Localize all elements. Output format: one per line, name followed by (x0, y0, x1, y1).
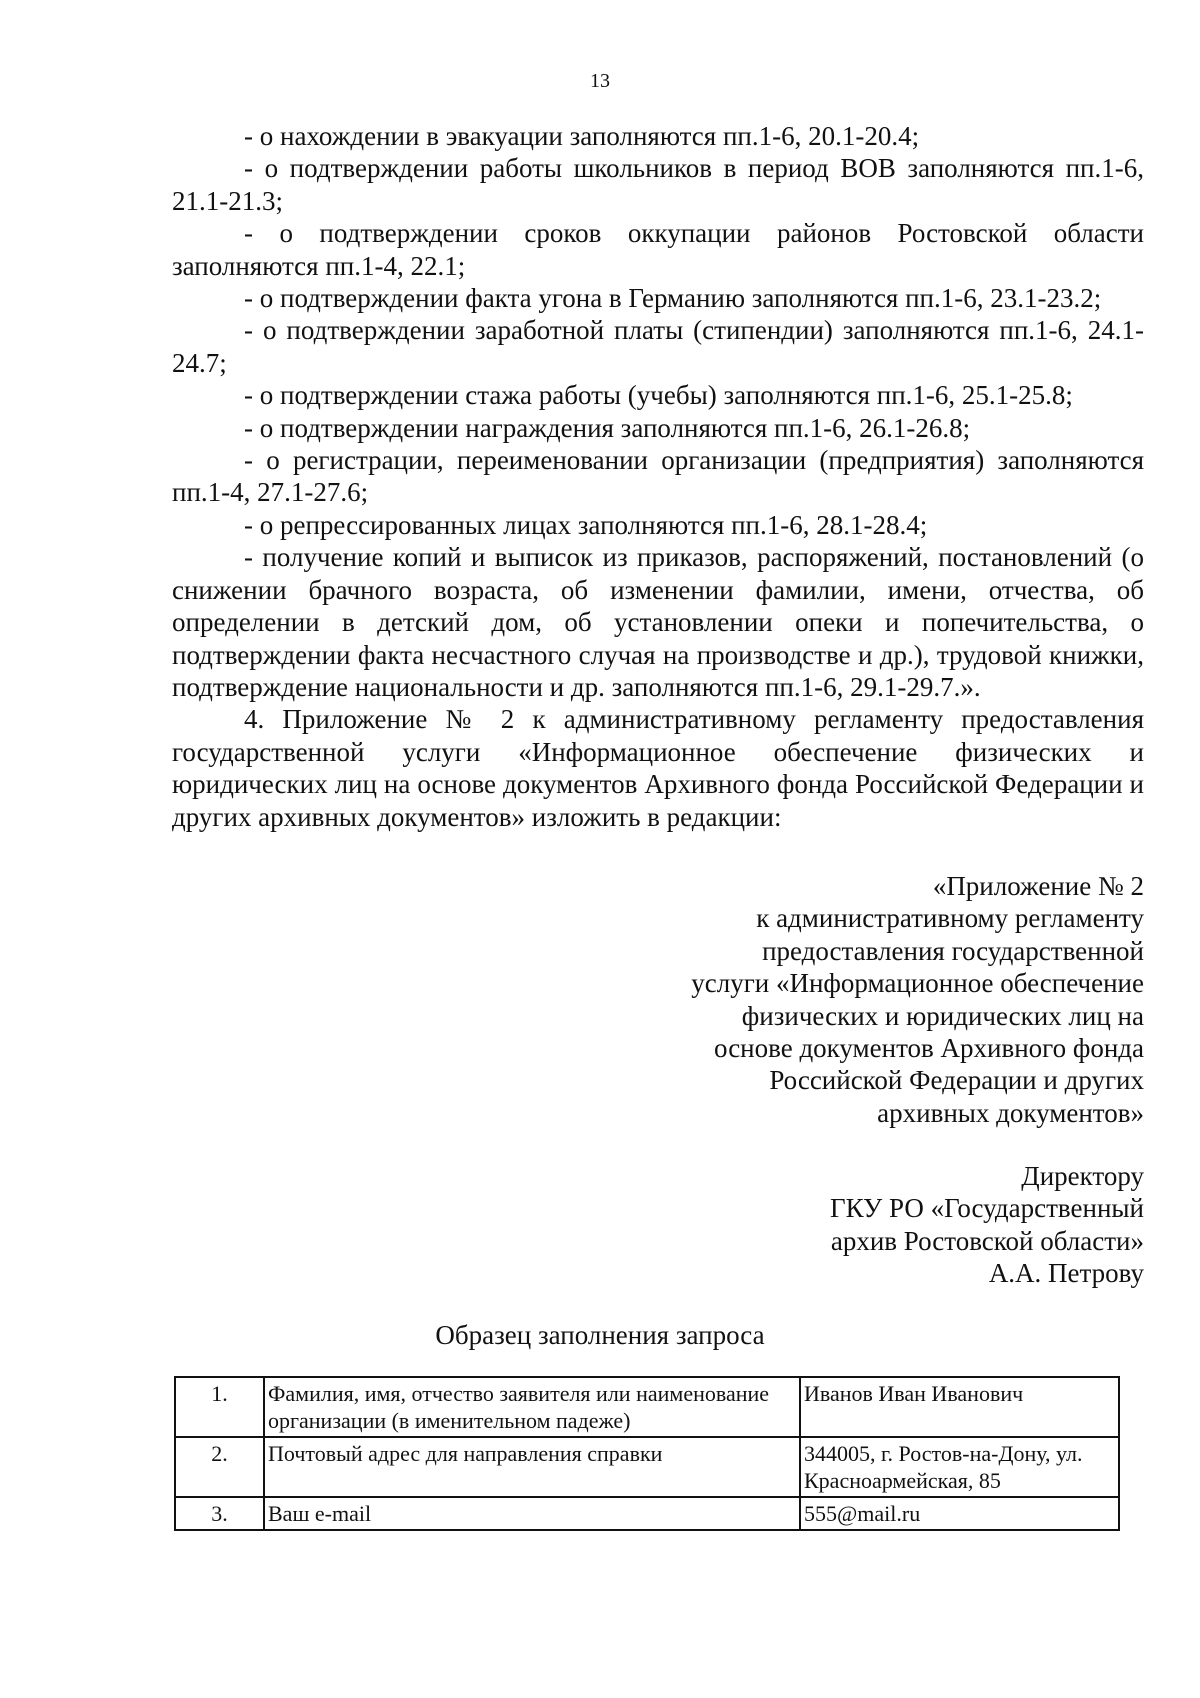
body-text (172, 120, 1144, 833)
paragraph-salary: - о подтверждении заработной платы (стипендии) заполняются пп.1-6, 24.1-24.7; (172, 315, 1144, 378)
annex-line: «Приложение № 2 (932, 871, 1144, 901)
field-label: Ваш e-mail (264, 1497, 800, 1530)
paragraph-annex-amendment: 4. Приложение № 2 к административному регламенту предоставления государственной услуги «Информационное обеспечение физических и юридических лиц на основе документов Архивного фонда Российской Федерации и других архивных документов» изложить в редакции: (172, 704, 1144, 832)
annex-line: предоставления государственной (762, 935, 1144, 966)
field-value: Иванов Иван Иванович (800, 1377, 1119, 1437)
addressee-line: ГКУ РО «Государственный (830, 1193, 1144, 1224)
field-label: Фамилия, имя, отчество заявителя или наименование организации (в именительном падеже) (264, 1377, 800, 1437)
addressee-line: архив Ростовской области» (830, 1225, 1144, 1256)
paragraph-copies: - получение копий и выписок из приказов, распоряжений, постановлений (о снижении брачного возраста, об изменении фамилии, имени, отчества, об определении в детский дом, об установлении опеки и попечительства, о подтверждении факта несчастного случая на производстве и др.), трудовой книжки, подтверждение национальности и др. заполняются пп.1-6, 29.1-29.7.». (172, 542, 1144, 702)
table-row (175, 1497, 1119, 1530)
row-number: 2. (175, 1437, 264, 1497)
addressee-line: Директору (1021, 1161, 1144, 1191)
sample-title: Образец заполнения запроса (435, 1320, 765, 1350)
addressee-line: А.А. Петрову (988, 1258, 1144, 1289)
annex-line: основе документов Архивного фонда (714, 1033, 1144, 1064)
page-number: 13 (590, 70, 610, 92)
request-form-table (174, 1376, 1120, 1531)
row-number: 3. (175, 1497, 264, 1530)
annex-line: физических и юридических лиц на (741, 1000, 1144, 1031)
paragraph-registration: - о регистрации, переименовании организации (предприятия) заполняются пп.1-4, 27.1-27.6; (172, 445, 1144, 508)
table-row (175, 1437, 1119, 1497)
row-number: 1. (175, 1377, 264, 1437)
annex-line: к административному регламенту (756, 903, 1144, 934)
paragraph-awards: - о подтверждении награждения заполняются пп.1-6, 26.1-26.8; (244, 412, 971, 443)
annex-line: архивных документов» (877, 1097, 1144, 1128)
annex-line: услуги «Информационное обеспечение (691, 968, 1144, 999)
addressee (830, 1160, 1144, 1290)
paragraph-germany: - о подтверждении факта угона в Германию заполняются пп.1-6, 23.1-23.2; (244, 283, 1102, 314)
paragraph-repressed: - о репрессированных лицах заполняются пп.1-6, 28.1-28.4; (244, 509, 928, 540)
paragraph-evacuation: - о нахождении в эвакуации заполняются пп.1-6, 20.1-20.4; (244, 121, 920, 151)
paragraph-school-work: - о подтверждении работы школьников в период ВОВ заполняются пп.1-6, 21.1-21.3; (172, 153, 1144, 216)
field-value: 344005, г. Ростов-на-Дону, ул. Красноармейская, 85 (800, 1437, 1119, 1497)
annex-header (691, 870, 1144, 1129)
table-row (175, 1377, 1119, 1437)
field-value: 555@mail.ru (800, 1497, 1119, 1530)
field-label: Почтовый адрес для направления справки (264, 1437, 800, 1497)
paragraph-work-experience: - о подтверждении стажа работы (учебы) заполняются пп.1-6, 25.1-25.8; (244, 380, 1073, 411)
paragraph-occupation: - о подтверждении сроков оккупации районов Ростовской области заполняются пп.1-4, 22.1; (172, 218, 1144, 281)
annex-line: Российской Федерации и других (769, 1065, 1144, 1096)
